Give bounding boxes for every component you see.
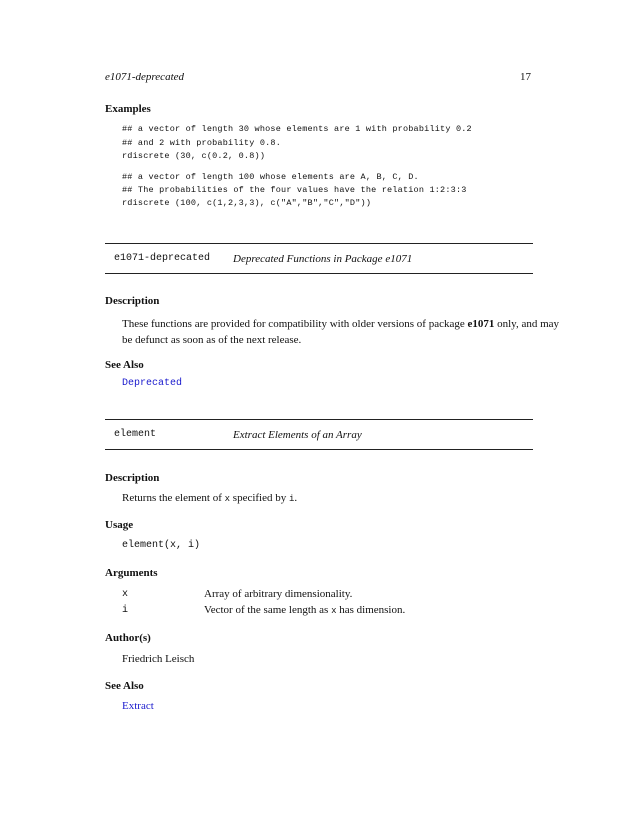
see-also-heading: See Also — [105, 680, 144, 692]
extract-link[interactable]: Extract — [122, 700, 154, 712]
topic-title: Deprecated Functions in Package e1071 — [233, 253, 413, 265]
description-heading: Description — [105, 472, 160, 484]
description-text-line2: be defunct as soon as of the next release. — [122, 334, 302, 346]
topic-rule-bottom — [105, 273, 533, 274]
description-text: Returns the element of x specified by i. — [122, 492, 298, 504]
examples-heading: Examples — [105, 103, 151, 115]
description-text: These functions are provided for compatibility with older versions of package e1071 only, and may — [122, 318, 560, 330]
argument-name: i — [122, 605, 129, 616]
page-number: 17 — [520, 71, 531, 83]
argument-desc: Array of arbitrary dimensionality. — [204, 588, 353, 600]
topic-name: element — [114, 429, 157, 440]
code-line: ## a vector of length 30 whose elements are 1 with probability 0.2 — [122, 124, 472, 134]
topic-rule-top — [105, 419, 533, 420]
argument-desc: Vector of the same length as x has dimension. — [204, 604, 406, 616]
see-also-heading: See Also — [105, 359, 144, 371]
arguments-heading: Arguments — [105, 567, 158, 579]
deprecated-link[interactable]: Deprecated — [122, 378, 183, 389]
argument-name: x — [122, 589, 129, 600]
topic-rule-top — [105, 243, 533, 244]
topic-title: Extract Elements of an Array — [233, 429, 362, 441]
package-name: e1071 — [467, 318, 495, 330]
code-line: ## a vector of length 100 whose elements are A, B, C, D. — [122, 172, 419, 182]
running-title: e1071-deprecated — [105, 71, 185, 83]
authors-heading: Author(s) — [105, 632, 151, 644]
topic-rule-bottom — [105, 449, 533, 450]
usage-code: element(x, i) — [122, 540, 201, 551]
code-line: ## and 2 with probability 0.8. — [122, 138, 282, 148]
topic-name: e1071-deprecated — [114, 253, 211, 264]
code-line: rdiscrete (30, c(0.2, 0.8)) — [122, 151, 266, 161]
description-heading: Description — [105, 295, 160, 307]
author-name: Friedrich Leisch — [122, 653, 195, 665]
code-line: rdiscrete (100, c(1,2,3,3), c("A","B","C","D")) — [122, 198, 372, 208]
usage-heading: Usage — [105, 519, 134, 531]
code-line: ## The probabilities of the four values have the relation 1:2:3:3 — [122, 185, 467, 195]
